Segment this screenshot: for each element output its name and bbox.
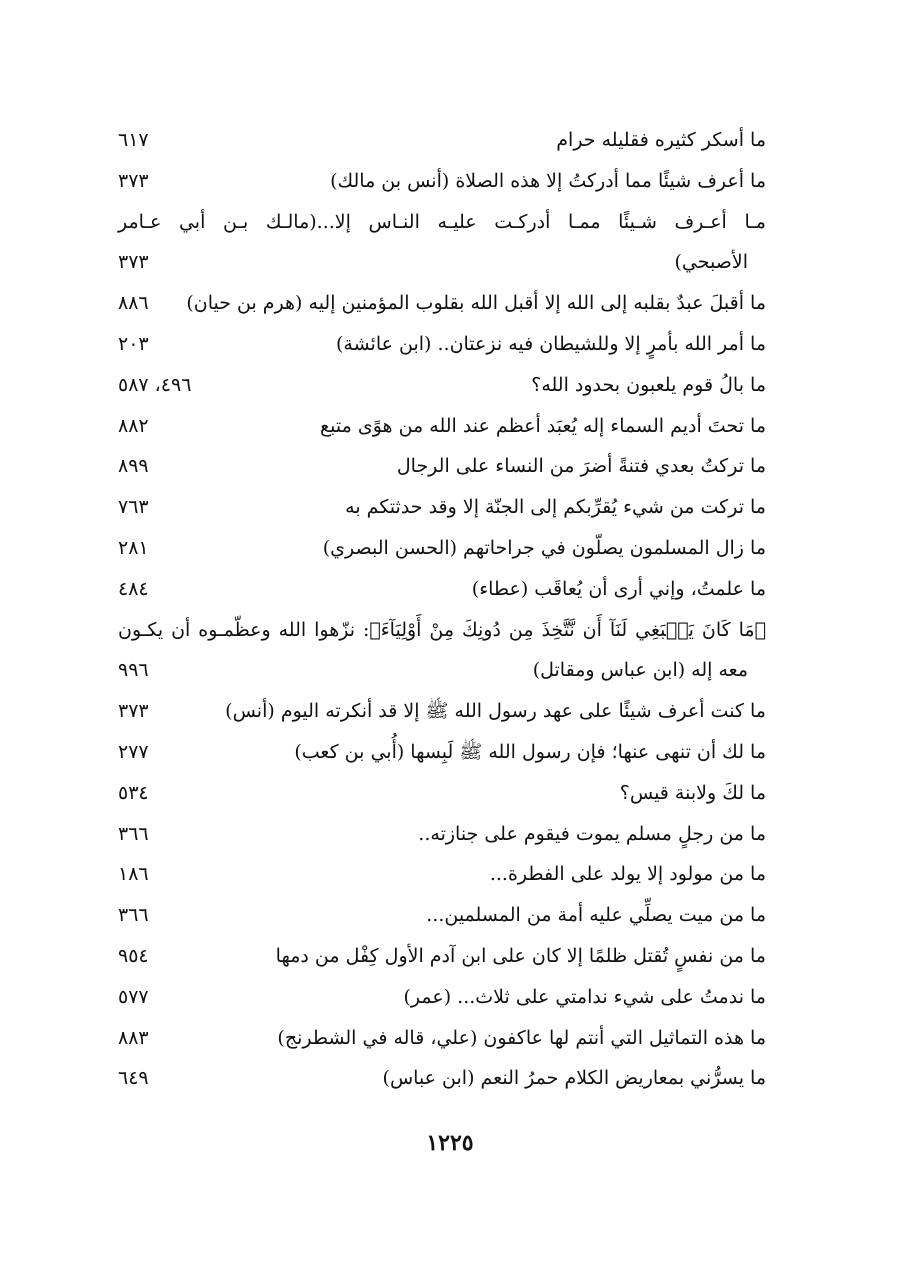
index-entry <box>118 732 766 773</box>
entry-page-ref: ٨٩٩ <box>118 455 149 478</box>
entry-page-ref: ٣٧٣ <box>118 251 149 274</box>
entry-text: ما من مولود إلا يولد على الفطرة... <box>489 863 766 886</box>
entry-text: ما تركتُ بعدي فتنةً أضرَ من النساء على الرجال <box>396 455 766 478</box>
index-entry <box>118 324 766 365</box>
index-entry <box>118 446 766 487</box>
entry-page-ref: ٤٨٤ <box>118 577 149 600</box>
index-entry <box>118 487 766 528</box>
entry-page-ref: ٣٧٣ <box>118 169 149 192</box>
entry-page-ref: ٨٨٢ <box>118 414 149 437</box>
page-number: ١٢٢٥ <box>426 1130 474 1156</box>
entry-text: ما يسرُّني بمعاريض الكلام حمرُ النعم (ابن عباس) <box>382 1067 766 1090</box>
entry-text: مـا أعـرف شـيئًا ممـا أدركـت عليـه النـاس إلا...(مالـك بـن أبي عـامر <box>118 210 766 233</box>
entry-page-ref: ٤٩٦، ٥٨٧ <box>118 373 192 396</box>
entry-text: ما أمر الله بأمرٍ إلا وللشيطان فيه نزعتان.. (ابن عائشة) <box>336 332 766 355</box>
entry-text: ما ندمتُ على شيء ندامتي على ثلاث... (عمر) <box>403 985 766 1008</box>
entry-text: ما هذه التماثيل التي أنتم لها عاكفون (علي، قاله في الشطرنج) <box>277 1026 766 1049</box>
index-entry <box>118 1018 766 1059</box>
index-entry <box>118 283 766 324</box>
index-entry <box>118 120 766 161</box>
entry-text: ﴿مَا كَانَ يَنۢبَغِي لَنَآ أَن نَّتَّخِذَ مِن دُونِكَ مِنْ أَوْلِيَآءَ﴾: نزّهوا الله وعظّمـوه أن يكـون <box>118 618 766 641</box>
entry-text: ما لك أن تنهى عنها؛ فإن رسول الله ﷺ لَبِسها (أُبي بن كعب) <box>294 740 766 763</box>
entry-page-ref: ٨٨٦ <box>118 292 149 315</box>
index-entry <box>118 365 766 406</box>
index-entry <box>118 161 766 202</box>
index-entry <box>118 895 766 936</box>
index-entry <box>118 977 766 1018</box>
index-entry-continuation <box>118 650 766 691</box>
entry-text: ما زال المسلمون يصلّون في جراحاتهم (الحسن البصري) <box>322 536 766 559</box>
entry-text: ما من نفسٍ تُقتل ظلمًا إلا كان على ابن آدم الأول كِفْل من دمها <box>275 944 766 967</box>
entry-text: ما علمتُ، وإني أرى أن يُعاقَب (عطاء) <box>471 577 766 600</box>
entry-text: ما أعرف شيئًا مما أدركتُ إلا هذه الصلاة (أنس بن مالك) <box>330 169 766 192</box>
index-entry <box>118 814 766 855</box>
index-entry <box>118 854 766 895</box>
index-entry <box>118 202 766 243</box>
entry-page-ref: ٢٨١ <box>118 536 149 559</box>
entry-page-ref: ٢٠٣ <box>118 332 149 355</box>
entry-page-ref: ٦٤٩ <box>118 1067 149 1090</box>
entry-page-ref: ٥٧٧ <box>118 985 149 1008</box>
entry-page-ref: ٣٦٦ <box>118 904 149 927</box>
index-entry <box>118 406 766 447</box>
entry-page-ref: ٣٧٣ <box>118 700 149 723</box>
index-list <box>118 120 766 1099</box>
entry-page-ref: ٣٦٦ <box>118 822 149 845</box>
index-entry <box>118 691 766 732</box>
entry-text: معه إله (ابن عباس ومقاتل) <box>532 659 748 682</box>
entry-text: ما من ميت يصلِّي عليه أمة من المسلمين... <box>426 904 766 927</box>
index-entry <box>118 528 766 569</box>
entry-text: ما تحتَ أديم السماء إله يُعبَد أعظم عند الله من هوًى متبع <box>320 414 766 437</box>
entry-text: ما بالُ قوم يلعبون بحدود الله؟ <box>531 373 766 396</box>
entry-page-ref: ١٨٦ <box>118 863 149 886</box>
entry-text: ما كنت أعرف شيئًا على عهد رسول الله ﷺ إلا قد أنكرته اليوم (أنس) <box>225 700 766 723</box>
entry-page-ref: ٥٣٤ <box>118 781 149 804</box>
index-entry-continuation <box>118 242 766 283</box>
entry-page-ref: ٩٥٤ <box>118 944 149 967</box>
entry-page-ref: ٢٧٧ <box>118 740 149 763</box>
entry-text: ما تركت من شيء يُقرِّبكم إلى الجنّة إلا وقد حدثتكم به <box>345 496 766 519</box>
entry-text: ما من رجلٍ مسلم يموت فيقوم على جنازته.. <box>418 822 766 845</box>
index-entry <box>118 610 766 651</box>
entry-page-ref: ٦١٧ <box>118 129 149 151</box>
entry-text: ما لكَ ولابنة قيس؟ <box>619 781 766 804</box>
entry-text: ما أسكر كثيره فقليله حرام <box>556 129 766 151</box>
index-entry <box>118 1058 766 1099</box>
index-entry <box>118 773 766 814</box>
entry-text: الأصبحي) <box>674 251 748 274</box>
entry-page-ref: ٩٩٦ <box>118 659 149 682</box>
entry-page-ref: ٧٦٣ <box>118 496 149 519</box>
index-entry <box>118 936 766 977</box>
entry-page-ref: ٨٨٣ <box>118 1026 149 1049</box>
entry-text: ما أقبلَ عبدٌ بقلبه إلى الله إلا أقبل الله بقلوب المؤمنين إليه (هرم بن حيان) <box>186 292 766 315</box>
index-entry <box>118 569 766 610</box>
